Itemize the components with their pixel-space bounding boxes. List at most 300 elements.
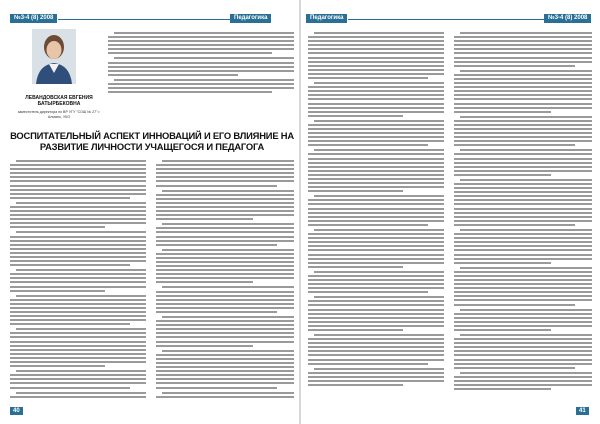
text-line [454, 338, 592, 340]
text-line [454, 321, 592, 323]
text-line [308, 317, 444, 319]
body-paragraph [156, 350, 294, 389]
text-line [10, 349, 146, 351]
text-line [454, 153, 592, 155]
text-line [10, 248, 146, 250]
text-line [156, 354, 294, 356]
text-line [156, 185, 277, 187]
text-line [454, 187, 592, 189]
text-line [454, 120, 592, 122]
text-line [454, 195, 592, 197]
text-line [156, 269, 294, 271]
text-line [460, 70, 592, 72]
text-line [308, 275, 444, 277]
text-line [10, 361, 146, 363]
text-line [308, 103, 444, 105]
text-line [454, 304, 575, 306]
text-line [454, 98, 592, 100]
text-line [308, 52, 444, 54]
text-line [156, 324, 294, 326]
text-line [308, 266, 403, 268]
text-line [308, 140, 444, 142]
text-line [308, 372, 444, 374]
text-line [156, 194, 294, 196]
body-paragraph [108, 79, 294, 93]
text-line [454, 224, 575, 226]
text-line [10, 382, 146, 384]
text-line [16, 202, 146, 204]
text-line [314, 195, 444, 197]
text-line [156, 311, 277, 313]
text-line [314, 271, 444, 273]
text-line [10, 218, 146, 220]
text-line [308, 98, 444, 100]
text-line [156, 358, 294, 360]
left-page-column-2 [156, 160, 294, 401]
text-line [10, 193, 146, 195]
text-line [454, 283, 592, 285]
text-line [308, 48, 444, 50]
text-line [156, 244, 277, 246]
text-line [308, 346, 444, 348]
text-line [10, 323, 130, 325]
text-line [10, 315, 146, 317]
text-line [16, 269, 146, 271]
header-rule-right [348, 19, 544, 20]
text-line [308, 363, 428, 365]
text-line [308, 124, 444, 126]
text-line [308, 203, 444, 205]
text-line [10, 345, 146, 347]
text-line [454, 170, 592, 172]
text-line [454, 359, 592, 361]
text-line [308, 309, 444, 311]
text-line [156, 277, 294, 279]
text-line [10, 387, 130, 389]
left-page-column-1 [10, 160, 146, 401]
text-line [308, 174, 444, 176]
body-paragraph [10, 231, 146, 266]
body-paragraph [156, 160, 294, 187]
intro-text-column [108, 32, 294, 96]
body-paragraph [108, 32, 294, 54]
body-paragraph [454, 179, 592, 226]
text-line [454, 199, 592, 201]
issue-label-right: №3-4 (8) 2008 [544, 14, 591, 23]
text-line [454, 245, 592, 247]
body-paragraph [156, 392, 294, 398]
text-line [156, 299, 294, 301]
body-paragraph [10, 269, 146, 291]
text-line [10, 260, 146, 262]
text-line [156, 345, 253, 347]
text-line [308, 94, 444, 96]
body-paragraph [308, 82, 444, 117]
text-line [454, 144, 575, 146]
text-line [308, 380, 444, 382]
text-line [308, 329, 403, 331]
text-line [454, 313, 592, 315]
text-line [454, 191, 592, 193]
right-page-column-2 [454, 32, 592, 393]
body-paragraph [454, 309, 592, 331]
text-line [156, 328, 294, 330]
text-line [454, 216, 592, 218]
text-line [454, 86, 592, 88]
text-line [454, 325, 592, 327]
text-line [314, 229, 444, 231]
text-line [454, 388, 551, 390]
body-paragraph [156, 316, 294, 347]
body-paragraph [156, 286, 294, 313]
text-line [308, 241, 444, 243]
text-line [10, 222, 146, 224]
text-line [156, 257, 294, 259]
text-line [308, 338, 444, 340]
text-line [10, 290, 105, 292]
text-line [108, 36, 294, 38]
body-paragraph [454, 70, 592, 113]
text-line [454, 287, 592, 289]
text-line [10, 374, 146, 376]
text-line [10, 341, 146, 343]
text-line [308, 136, 444, 138]
text-line [308, 115, 403, 117]
text-line [308, 190, 403, 192]
body-paragraph [308, 334, 444, 365]
text-line [454, 158, 592, 160]
body-paragraph [308, 271, 444, 293]
text-line [308, 186, 444, 188]
text-line [10, 189, 146, 191]
text-line [156, 236, 294, 238]
page-number-right: 41 [576, 407, 589, 415]
text-line [308, 170, 444, 172]
section-label: Педагогика [230, 14, 271, 23]
text-line [308, 249, 444, 251]
body-paragraph [454, 267, 592, 306]
text-line [454, 162, 592, 164]
body-paragraph [156, 249, 294, 284]
text-line [10, 168, 146, 170]
text-line [16, 392, 146, 394]
text-line [10, 303, 146, 305]
body-paragraph [10, 328, 146, 367]
issue-label: №3-4 (8) 2008 [10, 14, 57, 23]
section-label-right: Педагогика [306, 14, 347, 23]
text-line [156, 370, 294, 372]
text-line [308, 279, 444, 281]
text-line [156, 240, 294, 242]
text-line [10, 365, 105, 367]
body-paragraph [308, 368, 444, 386]
text-line [108, 48, 294, 50]
text-line [108, 44, 294, 46]
text-line [308, 354, 444, 356]
text-line [10, 180, 146, 182]
text-line [454, 299, 592, 301]
text-line [308, 61, 444, 63]
text-line [454, 346, 592, 348]
text-line [156, 261, 294, 263]
text-line [156, 176, 294, 178]
text-line [308, 178, 444, 180]
text-line [162, 316, 294, 318]
text-line [454, 124, 592, 126]
text-line [454, 384, 592, 386]
text-line [454, 203, 592, 205]
text-line [156, 396, 294, 398]
text-line [10, 286, 146, 288]
text-line [454, 61, 592, 63]
body-paragraph [108, 57, 294, 75]
text-line [308, 158, 444, 160]
text-line [156, 303, 294, 305]
text-line [114, 79, 294, 81]
text-line [454, 40, 592, 42]
text-line [308, 233, 444, 235]
text-line [16, 295, 146, 297]
text-line [308, 208, 444, 210]
text-line [156, 206, 294, 208]
text-line [454, 128, 592, 130]
text-line [162, 160, 294, 162]
text-line [156, 198, 294, 200]
text-line [308, 44, 444, 46]
text-line [156, 366, 294, 368]
text-line [10, 240, 146, 242]
text-line [308, 128, 444, 130]
text-line [454, 233, 592, 235]
text-line [10, 226, 105, 228]
text-line [308, 144, 428, 146]
body-paragraph [308, 296, 444, 331]
text-line [454, 57, 592, 59]
text-line [454, 271, 592, 273]
text-line [454, 74, 592, 76]
text-line [156, 210, 294, 212]
body-paragraph [308, 229, 444, 268]
text-line [308, 77, 428, 79]
text-line [156, 168, 294, 170]
text-line [454, 183, 592, 185]
text-line [460, 116, 592, 118]
text-line [460, 334, 592, 336]
text-line [162, 392, 294, 394]
body-paragraph [10, 202, 146, 229]
text-line [10, 332, 146, 334]
text-line [10, 164, 146, 166]
body-paragraph [454, 116, 592, 147]
text-line [460, 179, 592, 181]
text-line [454, 94, 592, 96]
text-line [308, 313, 444, 315]
text-line [454, 48, 592, 50]
author-name: ЛЕВАНДОВСКАЯ ЕВГЕНИЯ БАТЫРБЕКОВНА [25, 95, 93, 107]
body-paragraph [10, 370, 146, 388]
body-paragraph [454, 32, 592, 67]
text-line [108, 87, 294, 89]
text-line [308, 304, 444, 306]
text-line [308, 237, 444, 239]
text-line [454, 295, 592, 297]
text-line [454, 111, 551, 113]
text-line [10, 299, 146, 301]
article-title: ВОСПИТАТЕЛЬНЫЙ АСПЕКТ ИННОВАЦИЙ И ЕГО ВЛИЯНИЕ НА РАЗВИТИЕ ЛИЧНОСТИ УЧАЩЕГОСЯ И ПЕДАГОГА [10, 130, 294, 152]
text-line [10, 252, 146, 254]
body-paragraph [308, 32, 444, 79]
text-line [308, 287, 444, 289]
text-line [308, 212, 444, 214]
text-line [108, 52, 272, 54]
text-line [156, 214, 294, 216]
text-line [454, 174, 551, 176]
text-line [454, 166, 592, 168]
text-line [16, 328, 146, 330]
text-line [454, 36, 592, 38]
text-line [308, 57, 444, 59]
text-line [162, 190, 294, 192]
text-line [460, 32, 592, 34]
text-line [308, 216, 444, 218]
text-line [460, 149, 592, 151]
text-line [308, 40, 444, 42]
text-line [156, 336, 294, 338]
text-line [10, 307, 146, 309]
text-line [454, 317, 592, 319]
body-paragraph [454, 372, 592, 390]
text-line [10, 172, 146, 174]
text-line [156, 387, 277, 389]
text-line [460, 267, 592, 269]
text-line [156, 273, 294, 275]
text-line [156, 307, 294, 309]
text-line [460, 309, 592, 311]
text-line [156, 332, 294, 334]
text-line [314, 296, 444, 298]
text-line [308, 162, 444, 164]
text-line [308, 376, 444, 378]
text-line [454, 52, 592, 54]
text-line [156, 378, 294, 380]
body-paragraph [308, 195, 444, 226]
text-line [108, 74, 238, 76]
author-position: заместитель директора по ВР УГУ "СОШ № 27" г. Алматы, УКО [17, 110, 101, 119]
text-line [454, 275, 592, 277]
text-line [308, 182, 444, 184]
text-line [156, 382, 294, 384]
text-line [454, 44, 592, 46]
text-line [454, 103, 592, 105]
text-line [108, 40, 294, 42]
text-line [460, 229, 592, 231]
text-line [308, 224, 428, 226]
text-line [10, 185, 146, 187]
text-line [156, 341, 294, 343]
text-line [308, 86, 444, 88]
text-line [16, 160, 146, 162]
text-line [156, 253, 294, 255]
text-line [162, 249, 294, 251]
text-line [454, 380, 592, 382]
text-line [156, 362, 294, 364]
text-line [10, 277, 146, 279]
text-line [454, 363, 592, 365]
text-line [454, 107, 592, 109]
text-line [156, 295, 294, 297]
text-line [454, 350, 592, 352]
text-line [10, 206, 146, 208]
text-line [308, 90, 444, 92]
text-line [454, 90, 592, 92]
text-line [10, 256, 146, 258]
body-paragraph [156, 223, 294, 245]
text-line [454, 329, 551, 331]
text-line [10, 357, 146, 359]
header-rule [58, 19, 230, 20]
text-line [10, 176, 146, 178]
text-line [156, 202, 294, 204]
text-line [10, 353, 146, 355]
text-line [156, 231, 294, 233]
text-line [156, 227, 294, 229]
text-line [10, 197, 130, 199]
text-line [454, 367, 575, 369]
text-line [108, 66, 294, 68]
text-line [454, 78, 592, 80]
text-line [308, 359, 444, 361]
text-line [454, 220, 592, 222]
text-line [156, 218, 253, 220]
text-line [308, 258, 444, 260]
text-line [454, 258, 592, 260]
text-line [108, 70, 294, 72]
text-line [156, 172, 294, 174]
text-line [454, 140, 592, 142]
body-paragraph [10, 160, 146, 199]
text-line [108, 62, 294, 64]
text-line [308, 153, 444, 155]
text-line [308, 220, 444, 222]
body-paragraph [454, 334, 592, 369]
body-paragraph [10, 392, 146, 398]
text-line [308, 73, 444, 75]
text-line [308, 321, 444, 323]
text-line [308, 291, 428, 293]
text-line [314, 334, 444, 336]
text-line [156, 374, 294, 376]
text-line [10, 244, 146, 246]
body-paragraph [308, 120, 444, 147]
body-paragraph [10, 295, 146, 326]
text-line [454, 262, 551, 264]
text-line [454, 249, 592, 251]
text-line [10, 311, 146, 313]
text-line [114, 57, 294, 59]
right-page-column-1 [308, 32, 444, 389]
text-line [454, 342, 592, 344]
text-line [10, 378, 146, 380]
text-line [156, 291, 294, 293]
text-line [314, 120, 444, 122]
text-line [308, 36, 444, 38]
body-paragraph [156, 190, 294, 221]
text-line [454, 136, 592, 138]
text-line [454, 132, 592, 134]
text-line [454, 212, 592, 214]
text-line [454, 82, 592, 84]
body-paragraph [454, 229, 592, 264]
